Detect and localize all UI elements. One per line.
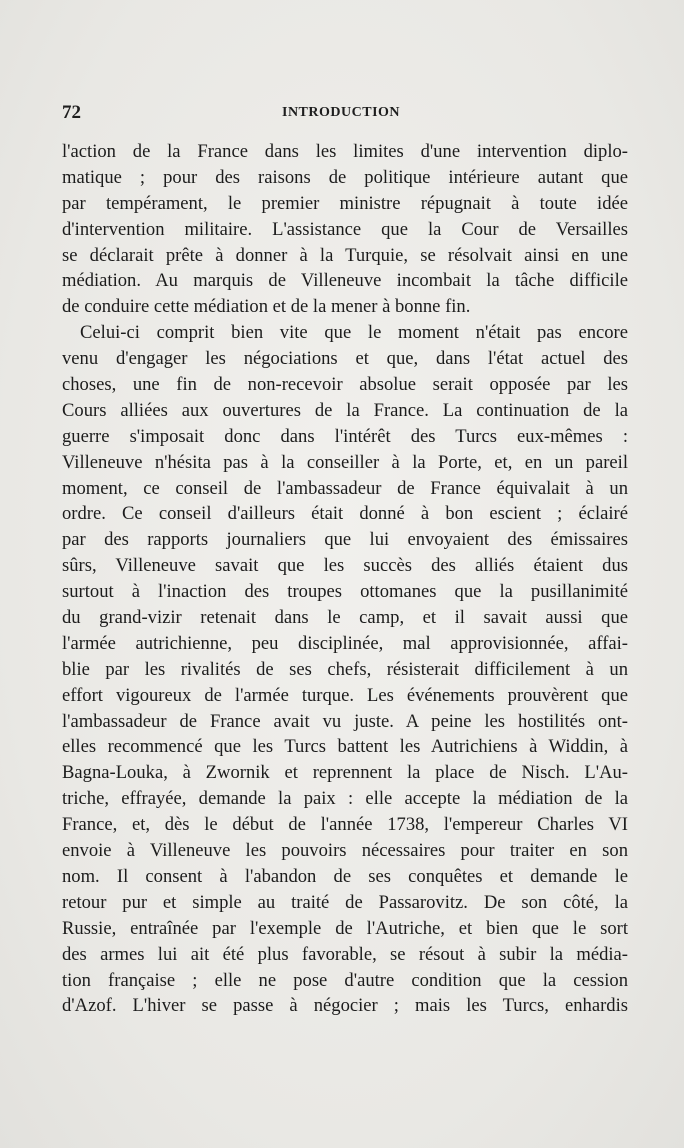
- text-line: nom. Il consent à l'abandon de ses conquêtes et demande le: [62, 865, 628, 887]
- text-line: venu d'engager les négociations et que, dans l'état actuel des: [62, 348, 628, 370]
- text-line: par tempérament, le premier ministre répugnait à toute idée: [62, 192, 628, 214]
- text-line: de conduire cette médiation et de la mener à bonne fin.: [62, 296, 471, 318]
- text-line: l'ambassadeur de France avait vu juste. A peine les hostilités ont-: [62, 710, 628, 732]
- body-text: [62, 139, 628, 1019]
- text-line: se déclarait prête à donner à la Turquie, se résolvait ainsi en une: [62, 244, 628, 266]
- text-line: tion française ; elle ne pose d'autre condition que la cession: [62, 969, 628, 991]
- text-line: des armes lui ait été plus favorable, se résout à subir la média-: [62, 943, 628, 965]
- text-line: sûrs, Villeneuve savait que les succès des alliés étaient dus: [62, 555, 628, 577]
- text-line: retour pur et simple au traité de Passarovitz. De son côté, la: [62, 891, 628, 913]
- text-line: du grand-vizir retenait dans le camp, et il savait aussi que: [62, 607, 628, 629]
- text-line: médiation. Au marquis de Villeneuve incombait la tâche difficile: [62, 270, 628, 292]
- text-line: d'intervention militaire. L'assistance que la Cour de Versailles: [62, 218, 628, 240]
- text-line: effort vigoureux de l'armée turque. Les événements prouvèrent que: [62, 684, 628, 706]
- text-line: Bagna-Louka, à Zwornik et reprennent la place de Nisch. L'Au-: [62, 762, 628, 784]
- page-header: [62, 102, 630, 126]
- page-number: 72: [62, 102, 81, 123]
- text-line: France, et, dès le début de l'année 1738, l'empereur Charles VI: [62, 814, 628, 836]
- text-line: l'armée autrichienne, peu disciplinée, mal approvisionnée, affai-: [62, 632, 628, 654]
- text-line: Russie, entraînée par l'exemple de l'Autriche, et bien que le sort: [62, 917, 628, 939]
- text-line: Cours alliées aux ouvertures de la France. La continuation de la: [62, 399, 628, 421]
- text-line: matique ; pour des raisons de politique intérieure autant que: [62, 166, 628, 188]
- text-line: elles recommencé que les Turcs battent les Autrichiens à Widdin, à: [62, 736, 628, 758]
- running-head: INTRODUCTION: [282, 105, 401, 120]
- text-line: par des rapports journaliers que lui envoyaient des émissaires: [62, 529, 628, 551]
- text-line: moment, ce conseil de l'ambassadeur de France équivalait à un: [62, 477, 628, 499]
- text-line: choses, une fin de non-recevoir absolue serait opposée par les: [62, 374, 628, 396]
- text-line: ordre. Ce conseil d'ailleurs était donné à bon escient ; éclairé: [62, 503, 628, 525]
- text-line: d'Azof. L'hiver se passe à négocier ; mais les Turcs, enhardis: [62, 995, 628, 1017]
- text-line: envoie à Villeneuve les pouvoirs nécessaires pour traiter en son: [62, 840, 628, 862]
- text-line: blie par les rivalités de ses chefs, résisterait difficilement à un: [62, 658, 628, 680]
- text-line: surtout à l'inaction des troupes ottomanes que la pusillanimité: [62, 581, 628, 603]
- text-line: Villeneuve n'hésita pas à la conseiller à la Porte, et, en un pareil: [62, 451, 628, 473]
- text-line: l'action de la France dans les limites d'une intervention diplo-: [62, 141, 628, 162]
- text-line: triche, effrayée, demande la paix : elle accepte la médiation de la: [62, 788, 628, 810]
- text-line: guerre s'imposait donc dans l'intérêt des Turcs eux-mêmes :: [62, 425, 628, 447]
- text-line: Celui-ci comprit bien vite que le moment n'était pas encore: [80, 322, 628, 344]
